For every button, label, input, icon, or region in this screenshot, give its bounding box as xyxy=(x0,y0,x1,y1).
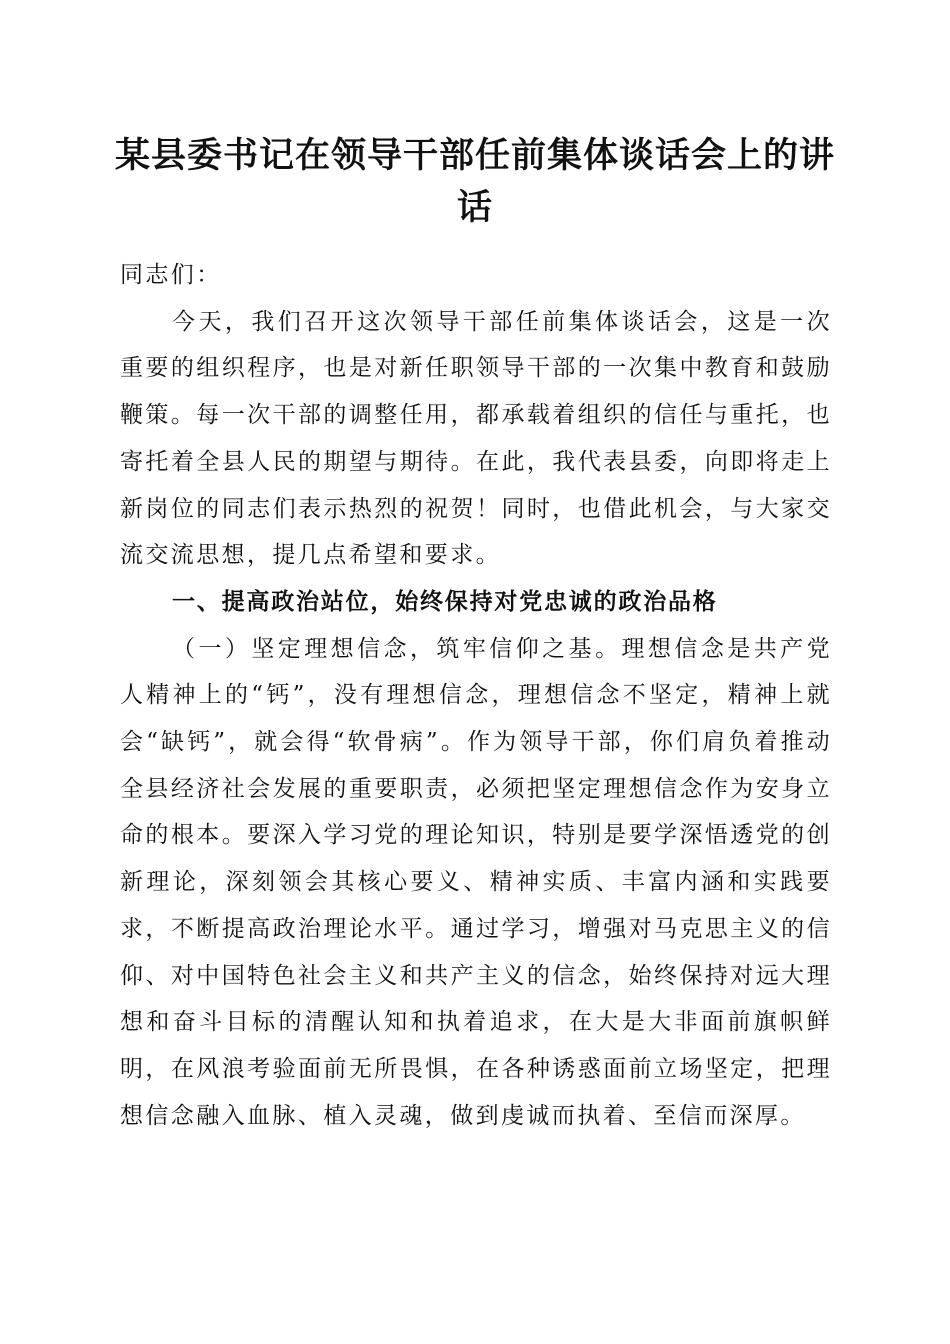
document-title: 某县委书记在领导干部任前集体谈话会上的讲话 xyxy=(114,135,835,228)
intro-paragraph: 今天，我们召开这次领导干部任前集体谈话会，这是一次重要的组织程序，也是对新任职领导干部的一次集中教育和鼓励鞭策。每一次干部的调整任用，都承载着组织的信任与重托，也寄托着全县人民的期望与期待。在此，我代表县委，向即将走上新岗位的同志们表示热烈的祝贺！同时，也借此机会，与大家交流交流思想，提几点希望和要求。 xyxy=(120,308,832,569)
salutation: 同志们： xyxy=(120,262,222,288)
subsection-paragraph: （一）坚定理想信念，筑牢信仰之基。理想信念是共产党人精神上的“钙”，没有理想信念，理想信念不坚定，精神上就会“缺钙”，就会得“软骨病”。作为领导干部，你们肩负着推动全县经济社会发展的重要职责，必须把坚定理想信念作为安身立命的根本。要深入学习党的理论知识，特别是要学深悟透党的创新理论，深刻领会其核心要义、精神实质、丰富内涵和实践要求，不断提高政治理论水平。通过学习，增强对马克思主义的信仰、对中国特色社会主义和共产主义的信念，始终保持对远大理想和奋斗目标的清醒认知和执着追求，在大是大非面前旗帜鲜明，在风浪考验面前无所畏惧，在各种诱惑面前立场坚定，把理想信念融入血脉、植入灵魂，做到虔诚而执着、至信而深厚。 xyxy=(120,635,832,1129)
document-body xyxy=(120,252,832,1139)
section-heading: 一、提高政治站位，始终保持对党忠诚的政治品格 xyxy=(172,588,718,615)
